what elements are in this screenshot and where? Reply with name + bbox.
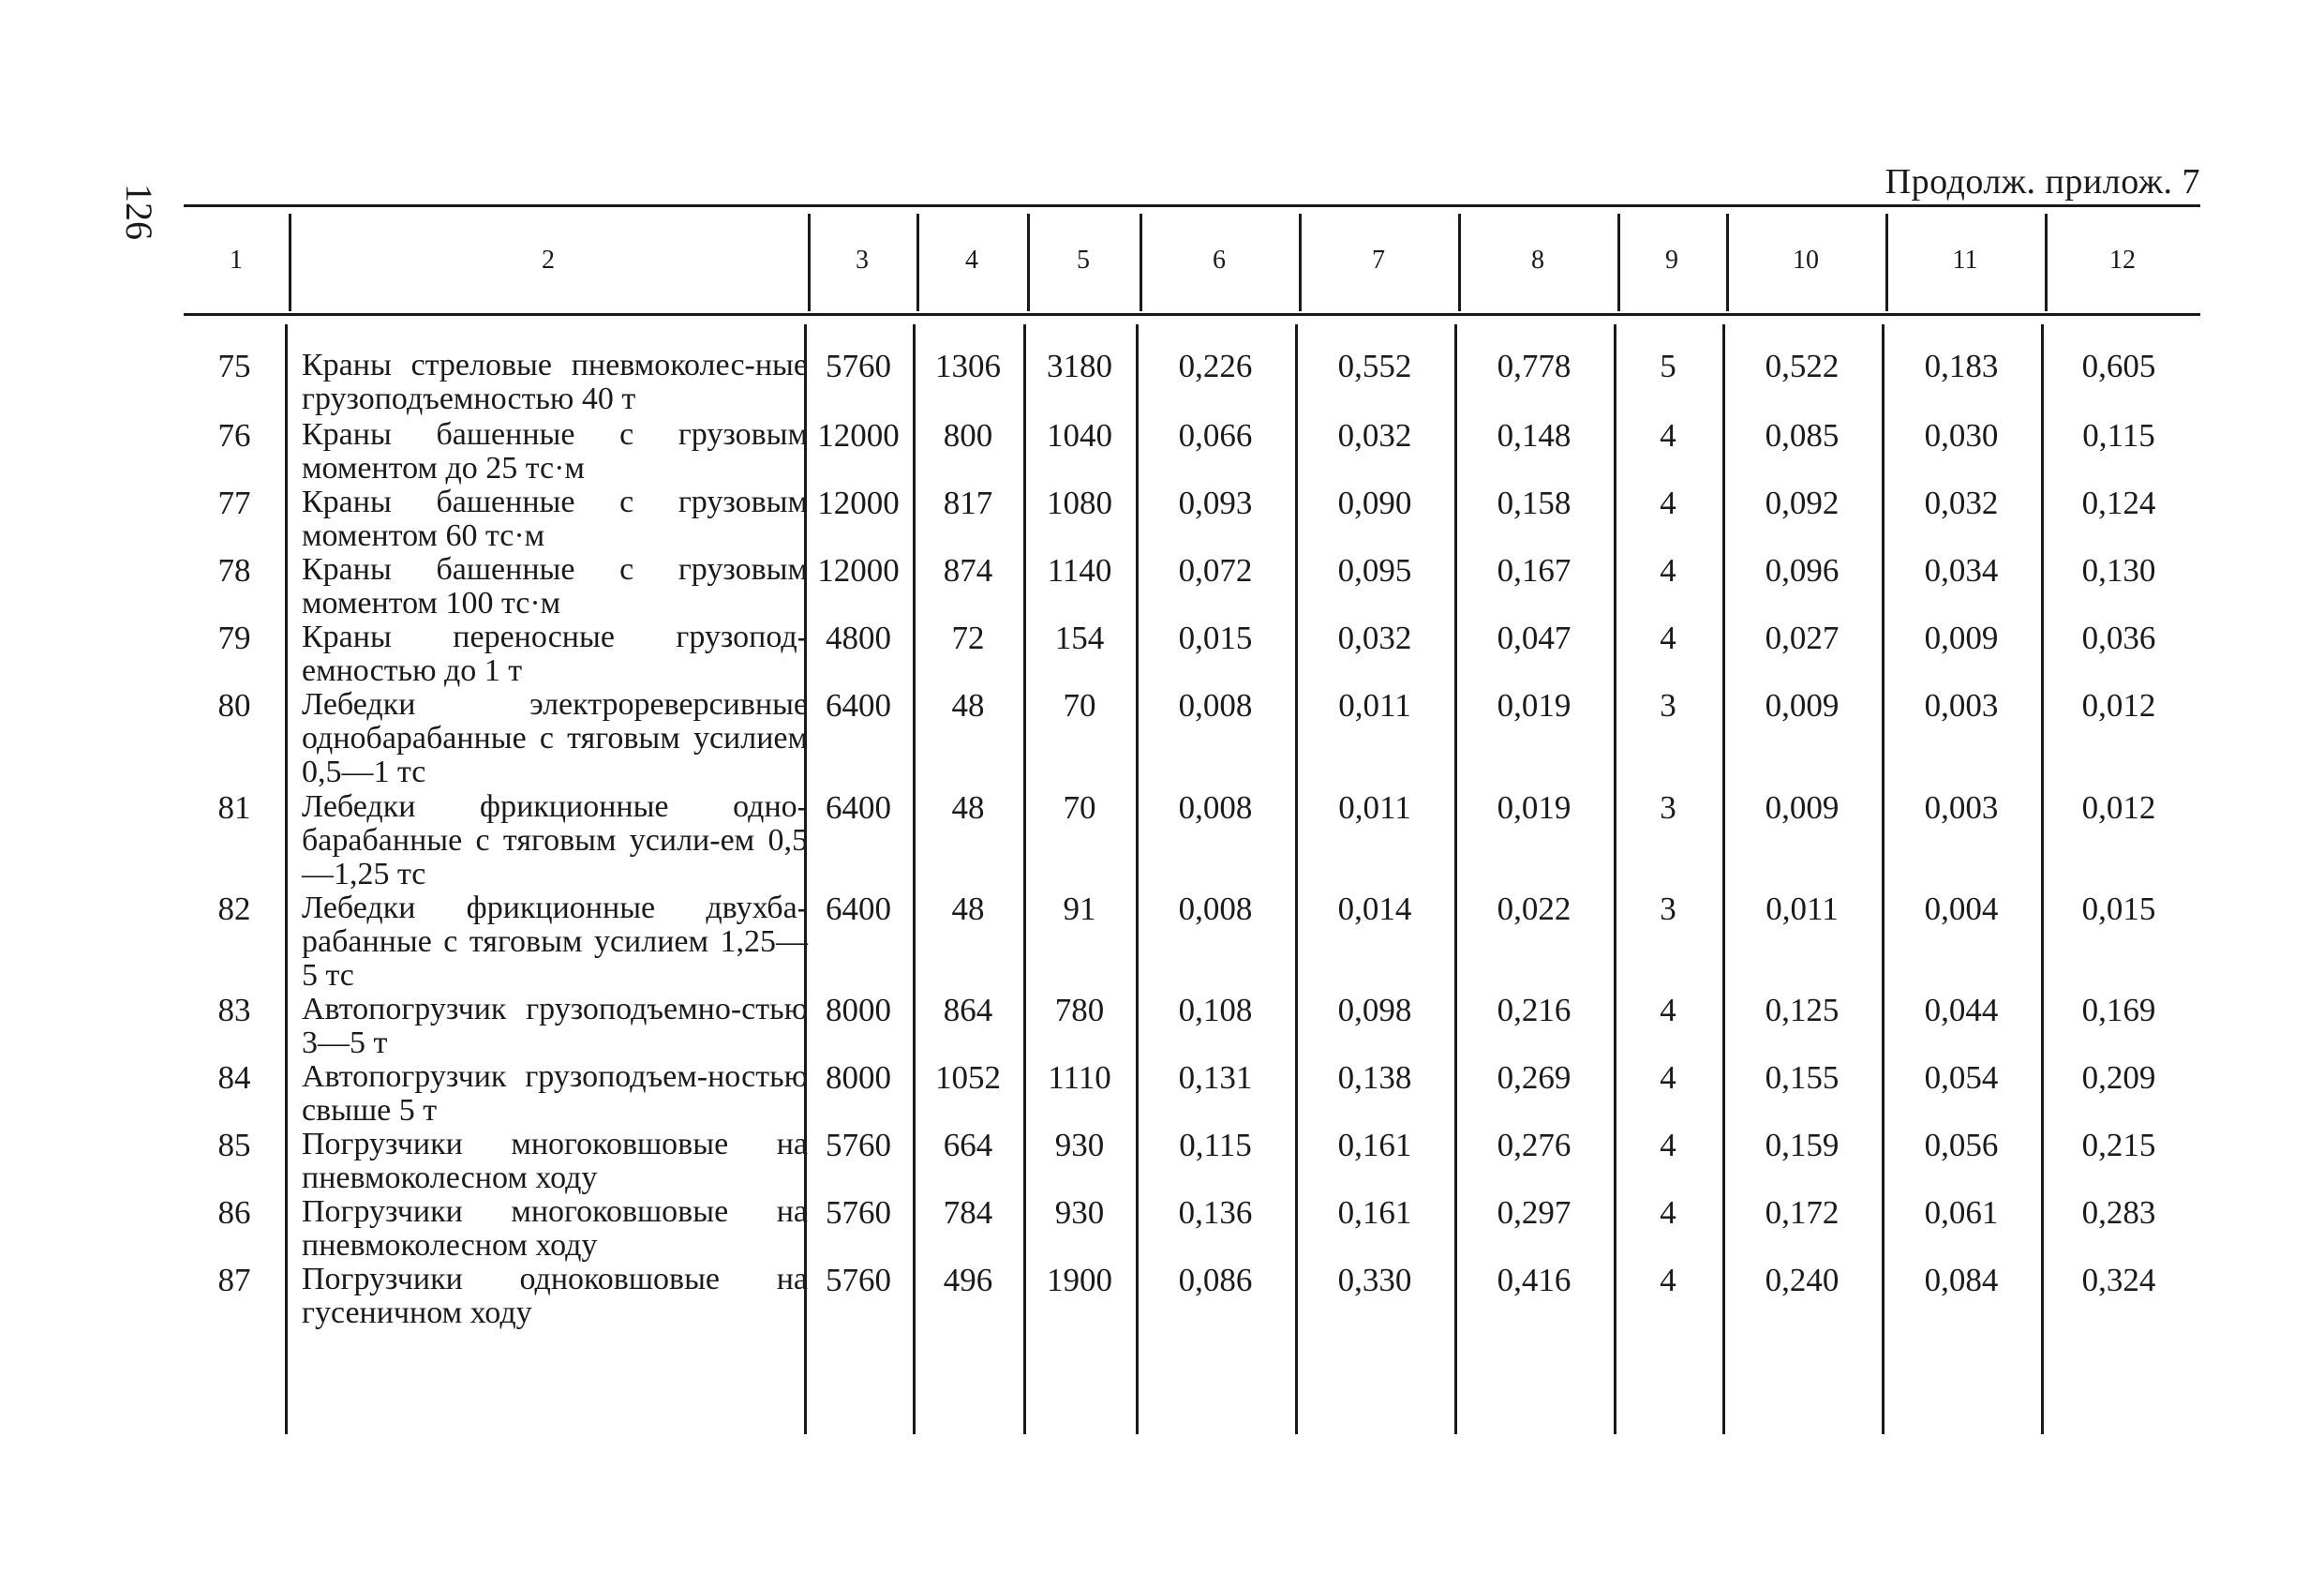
cell-col-4: 48: [951, 789, 985, 826]
cell-col-8: 0,297: [1497, 1194, 1572, 1231]
cell-col-7: 0,090: [1337, 485, 1412, 521]
cell-col-4: 817: [943, 485, 993, 521]
cell-col-8: 0,148: [1497, 417, 1572, 454]
cell-col-4: 800: [943, 417, 993, 454]
cell-col-10: 0,009: [1765, 687, 1840, 724]
cell-col-8: 0,416: [1497, 1262, 1572, 1298]
cell-col-7: 0,014: [1337, 891, 1412, 927]
cell-col-12: 0,209: [2081, 1059, 2156, 1096]
equipment-name: Погрузчики одноковшовые на гусеничном ходу: [302, 1262, 808, 1330]
cell-col-7: 0,032: [1337, 417, 1412, 454]
column-header-10: 10: [1793, 246, 1819, 275]
cell-col-12: 0,215: [2081, 1127, 2156, 1163]
equipment-name: Погрузчики многоковшовые на пневмоколесном ходу: [302, 1127, 808, 1195]
page-number: 126: [118, 184, 160, 240]
row-number: 83: [217, 992, 251, 1028]
cell-col-3: 6400: [826, 789, 891, 826]
cell-col-10: 0,155: [1765, 1059, 1840, 1096]
equipment-name: Краны башенные с грузовым моментом 100 тс·м: [302, 552, 808, 621]
cell-col-12: 0,130: [2081, 552, 2156, 589]
column-divider: [2041, 324, 2044, 1434]
cell-col-11: 0,183: [1924, 348, 1999, 384]
cell-col-10: 0,096: [1765, 552, 1840, 589]
cell-col-8: 0,167: [1497, 552, 1572, 589]
cell-col-12: 0,015: [2081, 891, 2156, 927]
cell-col-10: 0,011: [1765, 891, 1839, 927]
equipment-name: Лебедки фрикционные одно-барабанные с тяговым усили-ем 0,5—1,25 тс: [302, 789, 808, 891]
cell-col-10: 0,125: [1765, 992, 1840, 1028]
cell-col-5: 930: [1054, 1194, 1105, 1231]
cell-col-10: 0,240: [1765, 1262, 1840, 1298]
cell-col-6: 0,226: [1178, 348, 1253, 384]
cell-col-6: 0,008: [1178, 789, 1253, 826]
column-divider: [285, 324, 288, 1434]
column-divider: [1023, 324, 1026, 1434]
cell-col-6: 0,136: [1178, 1194, 1253, 1231]
cell-col-10: 0,172: [1765, 1194, 1840, 1231]
cell-col-11: 0,009: [1924, 620, 1999, 656]
cell-col-6: 0,131: [1178, 1059, 1253, 1096]
cell-col-8: 0,022: [1497, 891, 1572, 927]
cell-col-10: 0,522: [1765, 348, 1840, 384]
cell-col-4: 874: [943, 552, 993, 589]
cell-col-11: 0,054: [1924, 1059, 1999, 1096]
cell-col-6: 0,086: [1178, 1262, 1253, 1298]
cell-col-11: 0,061: [1924, 1194, 1999, 1231]
cell-col-7: 0,552: [1337, 348, 1412, 384]
cell-col-9: 5: [1660, 348, 1676, 384]
row-number: 87: [217, 1262, 251, 1298]
cell-col-6: 0,066: [1178, 417, 1253, 454]
cell-col-9: 3: [1660, 687, 1676, 724]
cell-col-8: 0,269: [1497, 1059, 1572, 1096]
cell-col-10: 0,085: [1765, 417, 1840, 454]
cell-col-5: 1110: [1048, 1059, 1111, 1096]
column-header-6: 6: [1213, 246, 1226, 275]
cell-col-4: 664: [943, 1127, 993, 1163]
cell-col-9: 4: [1660, 417, 1676, 454]
column-divider: [1722, 324, 1725, 1434]
cell-col-12: 0,115: [2082, 417, 2155, 454]
cell-col-6: 0,015: [1178, 620, 1253, 656]
row-number: 82: [217, 891, 251, 927]
cell-col-4: 784: [943, 1194, 993, 1231]
column-divider: [1454, 324, 1457, 1434]
cell-col-12: 0,169: [2081, 992, 2156, 1028]
column-header-5: 5: [1077, 246, 1090, 275]
row-number: 80: [217, 687, 251, 724]
cell-col-12: 0,283: [2081, 1194, 2156, 1231]
cell-col-5: 154: [1054, 620, 1105, 656]
cell-col-6: 0,093: [1178, 485, 1253, 521]
cell-col-3: 5760: [826, 348, 891, 384]
row-number: 85: [217, 1127, 251, 1163]
row-number: 77: [217, 485, 251, 521]
cell-col-9: 4: [1660, 1262, 1676, 1298]
column-header-2: 2: [542, 246, 555, 275]
cell-col-10: 0,092: [1765, 485, 1840, 521]
row-number: 84: [217, 1059, 251, 1096]
cell-col-3: 4800: [826, 620, 891, 656]
column-header-3: 3: [856, 246, 869, 275]
cell-col-3: 5760: [826, 1127, 891, 1163]
cell-col-5: 91: [1063, 891, 1096, 927]
cell-col-5: 70: [1063, 687, 1096, 724]
cell-col-8: 0,047: [1497, 620, 1572, 656]
cell-col-7: 0,095: [1337, 552, 1412, 589]
cell-col-12: 0,324: [2081, 1262, 2156, 1298]
cell-col-12: 0,012: [2081, 687, 2156, 724]
cell-col-5: 1140: [1047, 552, 1112, 589]
column-header-9: 9: [1665, 246, 1678, 275]
cell-col-5: 1900: [1047, 1262, 1112, 1298]
cell-col-5: 1080: [1047, 485, 1112, 521]
cell-col-7: 0,138: [1337, 1059, 1412, 1096]
cell-col-9: 3: [1660, 789, 1676, 826]
cell-col-11: 0,003: [1924, 687, 1999, 724]
cell-col-8: 0,019: [1497, 789, 1572, 826]
cell-col-3: 5760: [826, 1262, 891, 1298]
cell-col-4: 496: [943, 1262, 993, 1298]
cell-col-11: 0,084: [1924, 1262, 1999, 1298]
cell-col-7: 0,011: [1338, 789, 1411, 826]
cell-col-7: 0,330: [1337, 1262, 1412, 1298]
column-header-12: 12: [2109, 246, 2136, 275]
cell-col-11: 0,004: [1924, 891, 1999, 927]
cell-col-11: 0,032: [1924, 485, 1999, 521]
cell-col-4: 864: [943, 992, 993, 1028]
cell-col-7: 0,161: [1337, 1127, 1412, 1163]
cell-col-11: 0,034: [1924, 552, 1999, 589]
cell-col-10: 0,009: [1765, 789, 1840, 826]
cell-col-3: 12000: [817, 485, 900, 521]
cell-col-3: 8000: [826, 992, 891, 1028]
cell-col-9: 4: [1660, 552, 1676, 589]
cell-col-9: 4: [1660, 1059, 1676, 1096]
cell-col-4: 48: [951, 891, 985, 927]
cell-col-4: 72: [951, 620, 985, 656]
column-header-4: 4: [965, 246, 978, 275]
cell-col-9: 3: [1660, 891, 1676, 927]
cell-col-11: 0,056: [1924, 1127, 1999, 1163]
cell-col-10: 0,027: [1765, 620, 1840, 656]
column-divider: [1614, 324, 1616, 1434]
cell-col-3: 12000: [817, 417, 900, 454]
cell-col-6: 0,008: [1178, 687, 1253, 724]
cell-col-4: 1052: [935, 1059, 1001, 1096]
cell-col-7: 0,098: [1337, 992, 1412, 1028]
row-number: 75: [217, 348, 251, 384]
row-number: 86: [217, 1194, 251, 1231]
column-header-7: 7: [1372, 246, 1385, 275]
cell-col-8: 0,019: [1497, 687, 1572, 724]
row-number: 79: [217, 620, 251, 656]
equipment-name: Автопогрузчик грузоподъемно-стью 3—5 т: [302, 992, 808, 1060]
column-header-8: 8: [1531, 246, 1544, 275]
cell-col-9: 4: [1660, 620, 1676, 656]
cell-col-6: 0,008: [1178, 891, 1253, 927]
row-number: 76: [217, 417, 251, 454]
equipment-name: Погрузчики многоковшовые на пневмоколесном ходу: [302, 1194, 808, 1263]
column-divider: [1136, 324, 1139, 1434]
column-header-11: 11: [1952, 246, 1978, 275]
column-divider: [1882, 324, 1885, 1434]
cell-col-6: 0,072: [1178, 552, 1253, 589]
column-divider: [1295, 324, 1298, 1434]
cell-col-5: 780: [1054, 992, 1105, 1028]
equipment-name: Лебедки электрореверсивные однобарабанные с тяговым усилием 0,5—1 тс: [302, 687, 808, 789]
cell-col-8: 0,276: [1497, 1127, 1572, 1163]
cell-col-4: 1306: [935, 348, 1001, 384]
cell-col-8: 0,778: [1497, 348, 1572, 384]
cell-col-8: 0,158: [1497, 485, 1572, 521]
cell-col-3: 5760: [826, 1194, 891, 1231]
cell-col-9: 4: [1660, 1194, 1676, 1231]
row-number: 78: [217, 552, 251, 589]
cell-col-12: 0,012: [2081, 789, 2156, 826]
cell-col-5: 3180: [1047, 348, 1112, 384]
cell-col-12: 0,605: [2081, 348, 2156, 384]
equipment-name: Краны башенные с грузовым моментом 60 тс·м: [302, 485, 808, 553]
cell-col-9: 4: [1660, 992, 1676, 1028]
cell-col-7: 0,161: [1337, 1194, 1412, 1231]
cell-col-12: 0,036: [2081, 620, 2156, 656]
cell-col-11: 0,030: [1924, 417, 1999, 454]
cell-col-5: 70: [1063, 789, 1096, 826]
table-top-rule: [184, 204, 2200, 207]
equipment-name: Лебедки фрикционные двухба-рабанные с тяговым усилием 1,25—5 тс: [302, 891, 808, 993]
cell-col-3: 6400: [826, 891, 891, 927]
equipment-name: Автопогрузчик грузоподъем-ностью свыше 5 т: [302, 1059, 808, 1128]
equipment-name: Краны стреловые пневмоколес-ные грузоподъемностью 40 т: [302, 348, 808, 416]
cell-col-3: 8000: [826, 1059, 891, 1096]
cell-col-4: 48: [951, 687, 985, 724]
row-number: 81: [217, 789, 251, 826]
cell-col-9: 4: [1660, 485, 1676, 521]
cell-col-8: 0,216: [1497, 992, 1572, 1028]
equipment-name: Краны переносные грузопод-емностью до 1 т: [302, 620, 808, 688]
cell-col-6: 0,108: [1178, 992, 1253, 1028]
cell-col-11: 0,003: [1924, 789, 1999, 826]
equipment-name: Краны башенные с грузовым моментом до 25 тс·м: [302, 417, 808, 486]
cell-col-7: 0,032: [1337, 620, 1412, 656]
continuation-header: Продолж. прилож. 7: [1885, 162, 2200, 202]
cell-col-9: 4: [1660, 1127, 1676, 1163]
cell-col-12: 0,124: [2081, 485, 2156, 521]
cell-col-11: 0,044: [1924, 992, 1999, 1028]
column-divider: [913, 324, 916, 1434]
table-header-rule: [184, 313, 2200, 316]
column-header-1: 1: [230, 246, 243, 275]
cell-col-3: 12000: [817, 552, 900, 589]
cell-col-10: 0,159: [1765, 1127, 1840, 1163]
cell-col-6: 0,115: [1179, 1127, 1252, 1163]
cell-col-5: 1040: [1047, 417, 1112, 454]
cell-col-5: 930: [1054, 1127, 1105, 1163]
cell-col-3: 6400: [826, 687, 891, 724]
cell-col-7: 0,011: [1338, 687, 1411, 724]
